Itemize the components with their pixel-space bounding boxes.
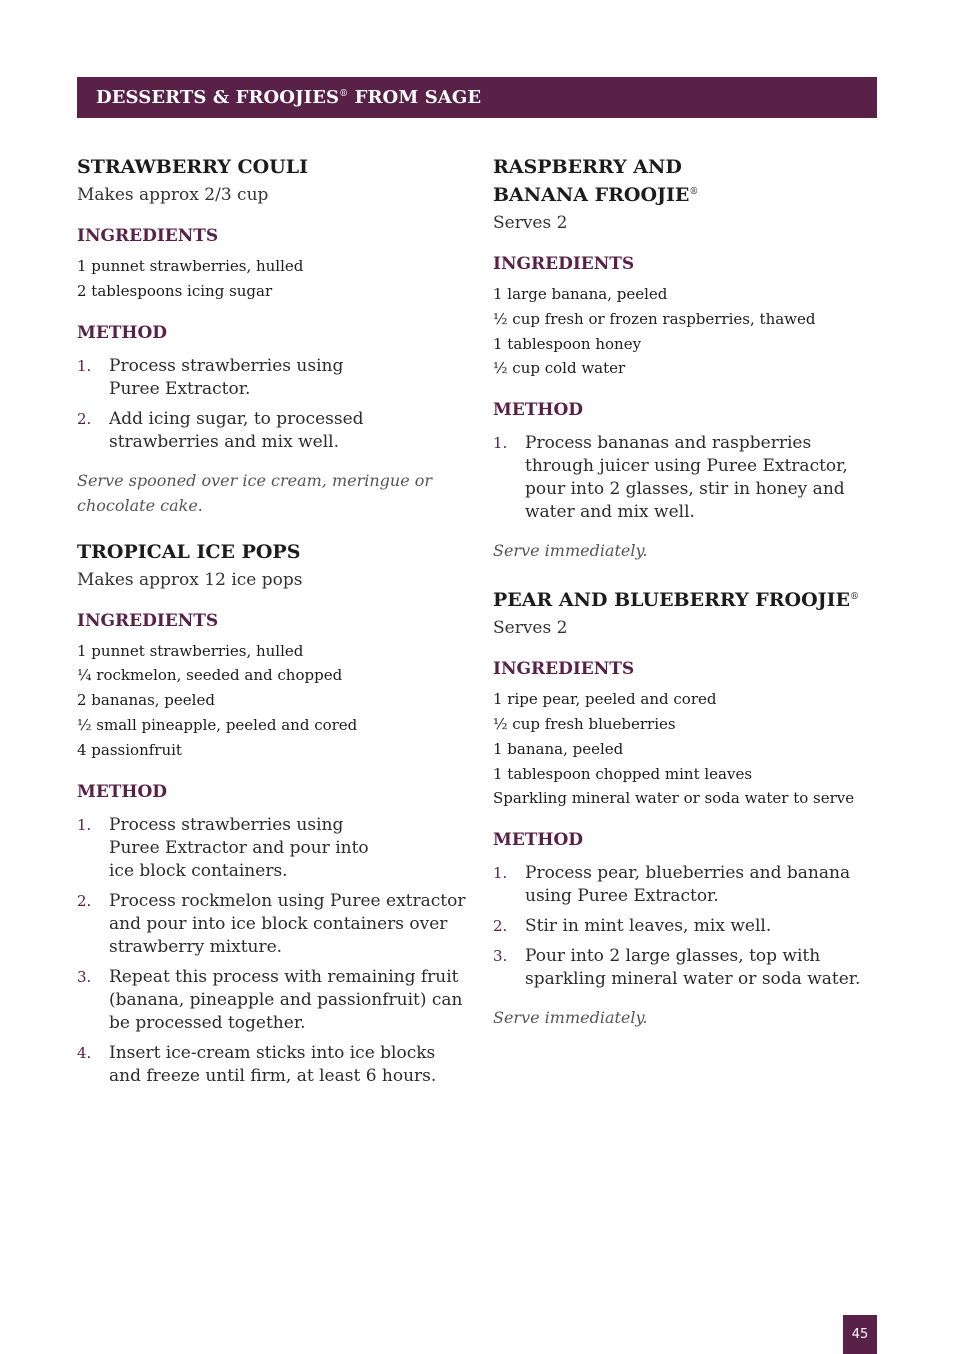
step-number: 2. [77, 891, 92, 910]
step-text: Add icing sugar, to processed strawberries and mix well. [109, 408, 364, 452]
recipe-yield: Serves 2 [493, 213, 568, 233]
step-number: 1. [77, 815, 92, 834]
ingredient-item: 1 tablespoon honey [493, 334, 642, 353]
ingredients-list [493, 687, 877, 811]
ingredient-item: ½ cup cold water [493, 359, 626, 378]
ingredient-item: 4 passionfruit [77, 740, 182, 759]
ingredient-item: ½ cup fresh blueberries [493, 714, 676, 733]
method-step [493, 915, 877, 938]
step-text: Insert ice-cream sticks into ice blocks and freeze until firm, at least 6 hours. [109, 1042, 437, 1086]
step-number: 1. [493, 434, 508, 453]
recipe-title: RASPBERRY AND BANANA FROOJIE® [493, 156, 699, 206]
recipe-title: TROPICAL ICE POPS [77, 540, 301, 563]
method-heading: METHOD [77, 781, 168, 802]
ingredients-list [493, 282, 877, 381]
ingredients-list [77, 254, 467, 304]
ingredient-item: 1 large banana, peeled [493, 285, 668, 303]
step-text: Process pear, blueberries and banana using Puree Extractor. [525, 863, 851, 907]
method-heading: METHOD [493, 400, 584, 421]
step-text: Stir in mint leaves, mix well. [525, 916, 772, 937]
ingredients-heading: INGREDIENTS [77, 226, 219, 246]
ingredient-item: Sparkling mineral water or soda water to serve [493, 789, 855, 808]
method-list [77, 814, 467, 1088]
method-list [77, 355, 467, 454]
step-text: Process strawberries using Puree Extractor. [109, 355, 344, 399]
serving-note: Serve immediately. [493, 541, 648, 561]
ingredient-item: 2 tablespoons icing sugar [77, 281, 273, 300]
method-step [77, 1042, 467, 1088]
step-number: 4. [77, 1043, 92, 1062]
method-step [77, 814, 467, 883]
ingredient-item: 1 punnet strawberries, hulled [77, 257, 304, 275]
recipe-pear-blueberry-froojie [493, 585, 877, 1030]
recipe-yield: Makes approx 2/3 cup [77, 185, 269, 205]
section-title: DESSERTS & FROOJIES® FROM SAGE [96, 87, 482, 108]
recipe-tropical-ice-pops [77, 540, 467, 1088]
ingredient-item: 1 punnet strawberries, hulled [77, 641, 304, 660]
step-number: 2. [77, 409, 92, 428]
ingredient-item: ½ cup fresh or frozen raspberries, thawed [493, 309, 816, 328]
recipe-title: STRAWBERRY COULI [77, 156, 308, 178]
method-heading: METHOD [493, 830, 584, 851]
ingredient-item: ¼ rockmelon, seeded and chopped [77, 666, 343, 685]
step-number: 1. [77, 356, 92, 375]
page-number: 45 [843, 1315, 877, 1354]
ingredient-item: 1 ripe pear, peeled and cored [493, 690, 717, 709]
ingredients-heading: INGREDIENTS [493, 254, 635, 274]
left-column [77, 155, 467, 1110]
step-text: Pour into 2 large glasses, top with sparkling mineral water or soda water. [525, 946, 861, 990]
serving-note: Serve immediately. [493, 1008, 648, 1028]
method-list [493, 862, 877, 991]
method-step [77, 966, 467, 1035]
step-text: Process strawberries using Puree Extractor and pour into ice block containers. [109, 814, 369, 881]
right-column [493, 155, 877, 1052]
step-number: 2. [493, 917, 508, 936]
step-text: Repeat this process with remaining fruit (banana, pineapple and passionfruit) can be processed together. [109, 966, 463, 1033]
method-list [493, 432, 877, 524]
method-step [77, 355, 467, 401]
method-step [493, 862, 877, 908]
recipe-yield: Serves 2 [493, 618, 568, 639]
ingredient-item: 1 banana, peeled [493, 739, 624, 758]
ingredients-list [77, 639, 467, 763]
step-number: 1. [493, 864, 508, 883]
section-banner [77, 77, 877, 118]
method-step [77, 890, 467, 959]
recipe-title: PEAR AND BLUEBERRY FROOJIE® [493, 589, 860, 612]
ingredients-heading: INGREDIENTS [77, 610, 219, 631]
step-text: Process bananas and raspberries through juicer using Puree Extractor, pour into 2 glasses, stir in honey and water and mix well. [525, 433, 848, 523]
step-number: 3. [493, 947, 508, 966]
method-step [493, 945, 877, 991]
method-heading: METHOD [77, 322, 168, 343]
ingredient-item: 1 tablespoon chopped mint leaves [493, 764, 753, 783]
step-number: 3. [77, 967, 92, 986]
serving-note: Serve spooned over ice cream, meringue or chocolate cake. [77, 470, 433, 515]
ingredient-item: 2 bananas, peeled [77, 691, 215, 710]
step-text: Process rockmelon using Puree extractor and pour into ice block containers over strawberry mixture. [109, 890, 466, 957]
recipe-strawberry-couli [77, 155, 467, 518]
ingredient-item: ½ small pineapple, peeled and cored [77, 715, 358, 734]
method-step [77, 408, 467, 454]
ingredients-heading: INGREDIENTS [493, 659, 635, 680]
recipe-raspberry-banana-froojie [493, 155, 877, 563]
method-step [493, 432, 877, 524]
recipe-yield: Makes approx 12 ice pops [77, 569, 303, 590]
